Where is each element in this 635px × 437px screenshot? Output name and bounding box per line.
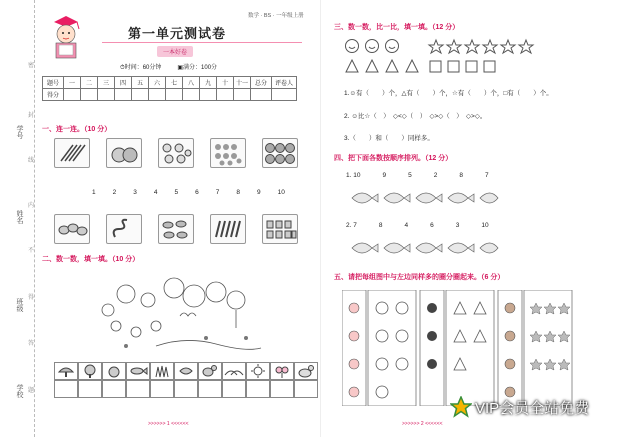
icon-cell	[54, 362, 78, 380]
page-number-left: >>>>>> 1 <<<<<<	[148, 421, 189, 427]
score-input-cell[interactable]	[149, 89, 166, 101]
binding-cut-mark: 线	[28, 158, 35, 164]
mascot-illustration	[46, 14, 86, 60]
answer-column	[54, 362, 78, 398]
watermark-text: VIP会员全站免费	[475, 399, 590, 417]
score-cell: 十一	[234, 77, 251, 89]
answer-column	[174, 362, 198, 398]
answer-input-cell[interactable]	[102, 380, 126, 398]
binding-cut-mark: 封	[28, 113, 35, 119]
sequence-number: 3	[455, 222, 460, 229]
answer-input-cell[interactable]	[222, 380, 246, 398]
section-3-shapes	[344, 38, 544, 78]
answer-column	[246, 362, 270, 398]
picture-pears	[262, 138, 298, 168]
score-cell: 五	[132, 77, 149, 89]
answer-input-cell[interactable]	[174, 380, 198, 398]
answer-column	[198, 362, 222, 398]
score-table-header-row	[43, 77, 297, 89]
binding-label-school: 学校	[16, 384, 23, 398]
binding-label-student-number: 学号	[16, 125, 23, 139]
picture-cups	[262, 214, 298, 244]
score-cell: 八	[183, 77, 200, 89]
score-cell: 三	[98, 77, 115, 89]
answer-column	[150, 362, 174, 398]
picture-birds	[54, 214, 90, 244]
sequence-number: 2. 7	[346, 222, 357, 229]
section-4-row-2-numbers	[346, 222, 489, 229]
sequence-number: 8	[378, 222, 383, 229]
number-9[interactable]: 9	[257, 189, 261, 196]
score-input-cell[interactable]	[234, 89, 251, 101]
picture-apples-two	[106, 138, 142, 168]
score-cell: 一	[64, 77, 81, 89]
score-input-cell[interactable]	[200, 89, 217, 101]
score-input-cell[interactable]	[217, 89, 234, 101]
binding-strip	[0, 0, 35, 437]
number-2[interactable]: 2	[112, 189, 117, 196]
answer-input-cell[interactable]	[126, 380, 150, 398]
answer-column	[222, 362, 246, 398]
sequence-number: 8	[459, 172, 463, 179]
time-label: ⏱时间：60分钟	[120, 65, 162, 71]
score-cell: 九	[200, 77, 217, 89]
score-label: ▣满分：100分	[177, 65, 218, 71]
answer-input-cell[interactable]	[270, 380, 294, 398]
page-number-right: >>>>>> 2 <<<<<<	[402, 421, 443, 427]
sequence-number: 10	[481, 222, 489, 229]
number-8[interactable]: 8	[236, 189, 240, 196]
section-5-heading: 五、请把每组图中与左边同样多的圈分圈起来。（6 分）	[334, 274, 505, 281]
icon-cell	[294, 362, 318, 380]
sequence-number: 1. 10	[346, 172, 361, 179]
sequence-number: 6	[430, 222, 434, 229]
answer-input-cell[interactable]	[198, 380, 222, 398]
icon-cell	[246, 362, 270, 380]
answer-input-cell[interactable]	[54, 380, 78, 398]
picture-flowers	[210, 138, 246, 168]
icon-cell	[78, 362, 102, 380]
icon-cell	[174, 362, 198, 380]
answer-input-cell[interactable]	[294, 380, 318, 398]
vip-watermark	[450, 396, 589, 418]
sequence-number: 2	[433, 172, 438, 179]
score-cell: 十	[217, 77, 234, 89]
subject-label: 数学 · BS · 一年级上册	[248, 13, 304, 19]
score-cell: 六	[149, 77, 166, 89]
score-cell: 二	[81, 77, 98, 89]
answer-input-cell[interactable]	[246, 380, 270, 398]
section-2-scene	[96, 266, 266, 358]
number-5[interactable]: 5	[174, 189, 179, 196]
sequence-number: 5	[408, 172, 412, 179]
binding-label-class: 班级	[16, 298, 23, 312]
score-input-cell[interactable]	[81, 89, 98, 101]
answer-column	[102, 362, 126, 398]
icon-cell	[102, 362, 126, 380]
page-title: 第一单元测试卷	[128, 26, 227, 41]
binding-cut-mark: 内	[28, 203, 35, 209]
sequence-number: 4	[404, 222, 409, 229]
icon-cell	[222, 362, 246, 380]
score-cell: 得分	[43, 89, 64, 101]
number-6[interactable]: 6	[195, 189, 199, 196]
section-4-row-2-answer-shapes	[350, 238, 500, 258]
score-cell: 四	[115, 77, 132, 89]
star-icon	[450, 396, 472, 418]
number-1[interactable]: 1	[92, 189, 96, 196]
section-1-top-pictures	[54, 138, 298, 168]
icon-cell	[270, 362, 294, 380]
answer-column	[78, 362, 102, 398]
binding-cut-mark: 密	[28, 63, 35, 69]
section-3-question-1: 1.☺有（ ）个，△有（ ）个，☆有（ ）个，□有（ ）个。	[344, 90, 553, 97]
number-7[interactable]: 7	[215, 189, 220, 196]
score-input-cell[interactable]	[115, 89, 132, 101]
section-2-heading: 二、数一数，填一填。（10 分）	[42, 256, 140, 263]
score-input-cell[interactable]	[64, 89, 81, 101]
section-4-row-1-numbers	[346, 172, 489, 179]
icon-cell	[150, 362, 174, 380]
binding-cut-mark: 题	[28, 388, 35, 394]
section-5-groups	[342, 290, 574, 406]
score-cell: 七	[166, 77, 183, 89]
icon-cell	[126, 362, 150, 380]
picture-carrots	[210, 214, 246, 244]
section-4-heading: 四、把下面各数按顺序排列。（12 分）	[334, 155, 453, 162]
sequence-number: 7	[484, 172, 489, 179]
binding-cut-mark: 不	[28, 248, 35, 254]
number-3[interactable]: 3	[133, 189, 137, 196]
brand-stamp: 一本好卷	[157, 46, 193, 57]
picture-pencils	[54, 138, 90, 168]
time-text: 时间：60分钟	[124, 65, 162, 71]
section-1-bottom-pictures	[54, 214, 298, 244]
score-input-cell[interactable]	[166, 89, 183, 101]
exam-info	[120, 62, 217, 72]
answer-column	[126, 362, 150, 398]
answer-input-cell[interactable]	[150, 380, 174, 398]
binding-cut-mark: 答	[28, 341, 35, 347]
score-cell: 评卷人	[272, 77, 297, 89]
score-text: 满分：100分	[183, 65, 218, 71]
score-input-cell[interactable]	[183, 89, 200, 101]
section-2-answer-grid	[54, 362, 318, 398]
number-10[interactable]: 10	[277, 189, 285, 196]
section-1-number-row	[92, 189, 285, 196]
binding-cut-mark: 得	[28, 295, 35, 301]
score-input-cell[interactable]	[272, 89, 297, 101]
score-table-score-row	[43, 89, 297, 101]
answer-input-cell[interactable]	[78, 380, 102, 398]
score-table	[42, 76, 297, 101]
answer-column	[270, 362, 294, 398]
section-1-heading: 一、连一连。（10 分）	[42, 126, 112, 133]
picture-snake	[106, 214, 142, 244]
score-input-cell[interactable]	[251, 89, 272, 101]
section-3-question-3: 3.（ ）和（ ）同样多。	[344, 135, 434, 142]
picture-fruits-mixed	[158, 138, 194, 168]
section-3-heading: 三、数一数，比一比，填一填。（12 分）	[334, 24, 460, 31]
icon-cell	[198, 362, 222, 380]
number-4[interactable]: 4	[153, 189, 158, 196]
binding-label-name: 姓名	[16, 210, 23, 224]
score-cell: 总分	[251, 77, 272, 89]
score-input-cell[interactable]	[132, 89, 149, 101]
title-rule	[102, 42, 302, 43]
score-input-cell[interactable]	[98, 89, 115, 101]
picture-leaves	[158, 214, 194, 244]
section-4-row-1-answer-shapes	[350, 188, 500, 208]
sequence-number: 9	[382, 172, 387, 179]
score-cell: 题号	[43, 77, 64, 89]
section-3-question-2: 2. ☺比☆（ ） ◇<◇（ ） ◇>◇（ ） ◇>◇。	[344, 113, 487, 120]
page-divider	[320, 0, 321, 437]
answer-column	[294, 362, 318, 398]
